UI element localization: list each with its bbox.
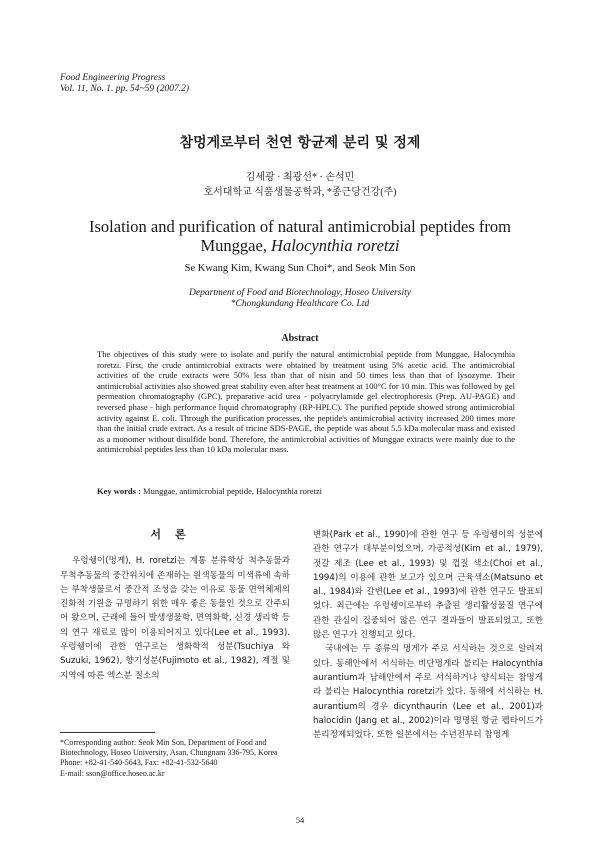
keywords-label: Key words : bbox=[97, 486, 141, 496]
right-column bbox=[313, 528, 543, 742]
footnote-phone: Phone: +82-41-540-5643, Fax: +82-41-532-5640 bbox=[60, 758, 218, 768]
title-english-species: Halocynthia roretzi bbox=[271, 236, 400, 255]
title-english-line2a: Munggae, bbox=[200, 236, 272, 255]
title-english bbox=[60, 217, 540, 255]
title-korean: 참멍게로부터 천연 항균제 분리 및 정제 bbox=[179, 135, 421, 151]
authors-english: Se Kwang Kim, Kwang Sun Choi*, and Seok Min Son bbox=[184, 263, 416, 274]
section-heading-intro: 서론 bbox=[150, 528, 200, 541]
keywords-text: Munggae, antimicrobial peptide, Halocynthia roretzi bbox=[140, 486, 322, 496]
keywords bbox=[97, 486, 515, 496]
footnote-divider bbox=[60, 732, 155, 733]
journal-volume: Vol. 11, No. 1. pp. 54~59 (2007.2) bbox=[60, 84, 189, 94]
footnote-author: *Corresponding author: Seok Min Son, Department of Food and Biotechnology, Hoseo University, Asan, Chungnam 336-795, Korea bbox=[60, 738, 278, 758]
journal-name: Food Engineering Progress bbox=[60, 73, 166, 83]
title-english-line1: Isolation and purification of natural antimicrobial peptides from bbox=[89, 217, 511, 236]
left-column-paragraph: 우렁쉥이(멍게), H. roretzi는 계통 분류학상 척추동물과 무척추동물의 중간위치에 존재하는 원색동물의 미색류에 속하는 부착생물로서 중간적 조성을 갖는 이유로 동물 면역체제의 진화적 기원을 규명하기 위한 매우 좋은 동물인 것으로 간주되어 왔으며, 근래에 들어 발생생물학, 면역화학, 신경 생리학 등의 연구 재료로 많이 이용되어지고 있다(Lee et al., 1993). 우렁쉥이에 관한 연구로는 생화학적 성분(Tsuchiya 와 Suzuki, 1962), 향기성분(Fujimoto et al., 1982), 계절 및 지역에 따른 엑스분 질소의 bbox=[60, 556, 290, 681]
affiliation-korean: 호서대학교 식품생물공학과, *종근당건강(주) bbox=[203, 187, 397, 198]
affiliation-english-1: Department of Food and Biotechnology, Hoseo University bbox=[189, 288, 411, 298]
abstract-text: The objectives of this study were to isolate and purify the natural antimicrobial peptide from Munggae, Halocynthia roretzi. First, the crude antimicrobial extracts were obtained by treatment using 5% acetic acid. The antimicrobial activities of the crude extracts were 50% less than that of nisin and 50 times less than that of lysozyme. Their antimicrobial activities also showed great stability even after heat treatment at 100°C for 10 min. This was followed by gel permeation chromatography (GPC), preparative acid urea - polyacrylamide gel electrophoresis (Prep. AU-PAGE) and reversed phase - high performance liquid chromatography (RP-HPLC). The purified peptide showed strong antimicrobial activity against E. coli. Through the purification processes, the peptide's antimicrobial activity increased 200 times more than the initial crude extract. As a result of tricine SDS-PAGE, the peptide was about 5.5 kDa molecular mass and existed as a monomer without disulfide bond. Therefore, the antimicrobial activities of Munggae extracts were mainly due to the antimicrobial peptides less than 10 kDa molecular mass. bbox=[97, 349, 515, 455]
authors-korean: 김세광 · 최광선* · 손석민 bbox=[245, 172, 355, 183]
footnote-email: E-mail: sson@office.hoseo.ac.kr bbox=[60, 768, 165, 778]
affiliation-english-2: *Chongkundang Healthcare Co. Ltd bbox=[230, 299, 370, 309]
right-column-paragraph-1: 변화(Park et al., 1990)에 관한 연구 등 우렁쉥이의 성분에 관한 연구가 대부분이었으며, 가공적성(Kim et al., 1979), 젓갈 제조 (Lee et al., 1993) 및 껍질 색소(Choi et al., 1994)의 이용에 관한 보고가 있으며 근육색소(Matsuno et al., 1984)와 갈변(Lee et al., 1993)에 관한 연구도 발표되었다. 최근에는 우렁쉥이로부터 추출된 생리활성물질 연구에 관한 관심이 집중되어 많은 연구 결과들이 발표되었고, 또한 많은 연구가 진행되고 있다. bbox=[313, 530, 543, 641]
abstract-heading: Abstract bbox=[281, 333, 319, 344]
abstract-body bbox=[97, 349, 515, 455]
right-column-paragraph-2: 국내에는 두 종류의 멍게가 주로 서식하는 것으로 알려져 있다. 동해안에서 서식하는 비단멍게라 불리는 Halocynthia aurantium과 남해안에서 주로 서식하거나 양식되는 참멍게라 불리는 Halocynthia roretzi가 있다. 동해에 서식하는 H. aurantium의 경우 dicynthaurin (Lee et al., 2001)과 halocidin (Jang et al., 2002)이라 명명된 항균 펩타이드가 분리정제되었다. 또한 일본에서는 수년전부터 참멍게 bbox=[313, 644, 543, 741]
left-column bbox=[60, 528, 290, 683]
affiliation-english bbox=[0, 288, 600, 310]
footnote bbox=[60, 738, 292, 779]
page-number: 54 bbox=[295, 815, 305, 825]
journal-citation bbox=[60, 73, 189, 95]
